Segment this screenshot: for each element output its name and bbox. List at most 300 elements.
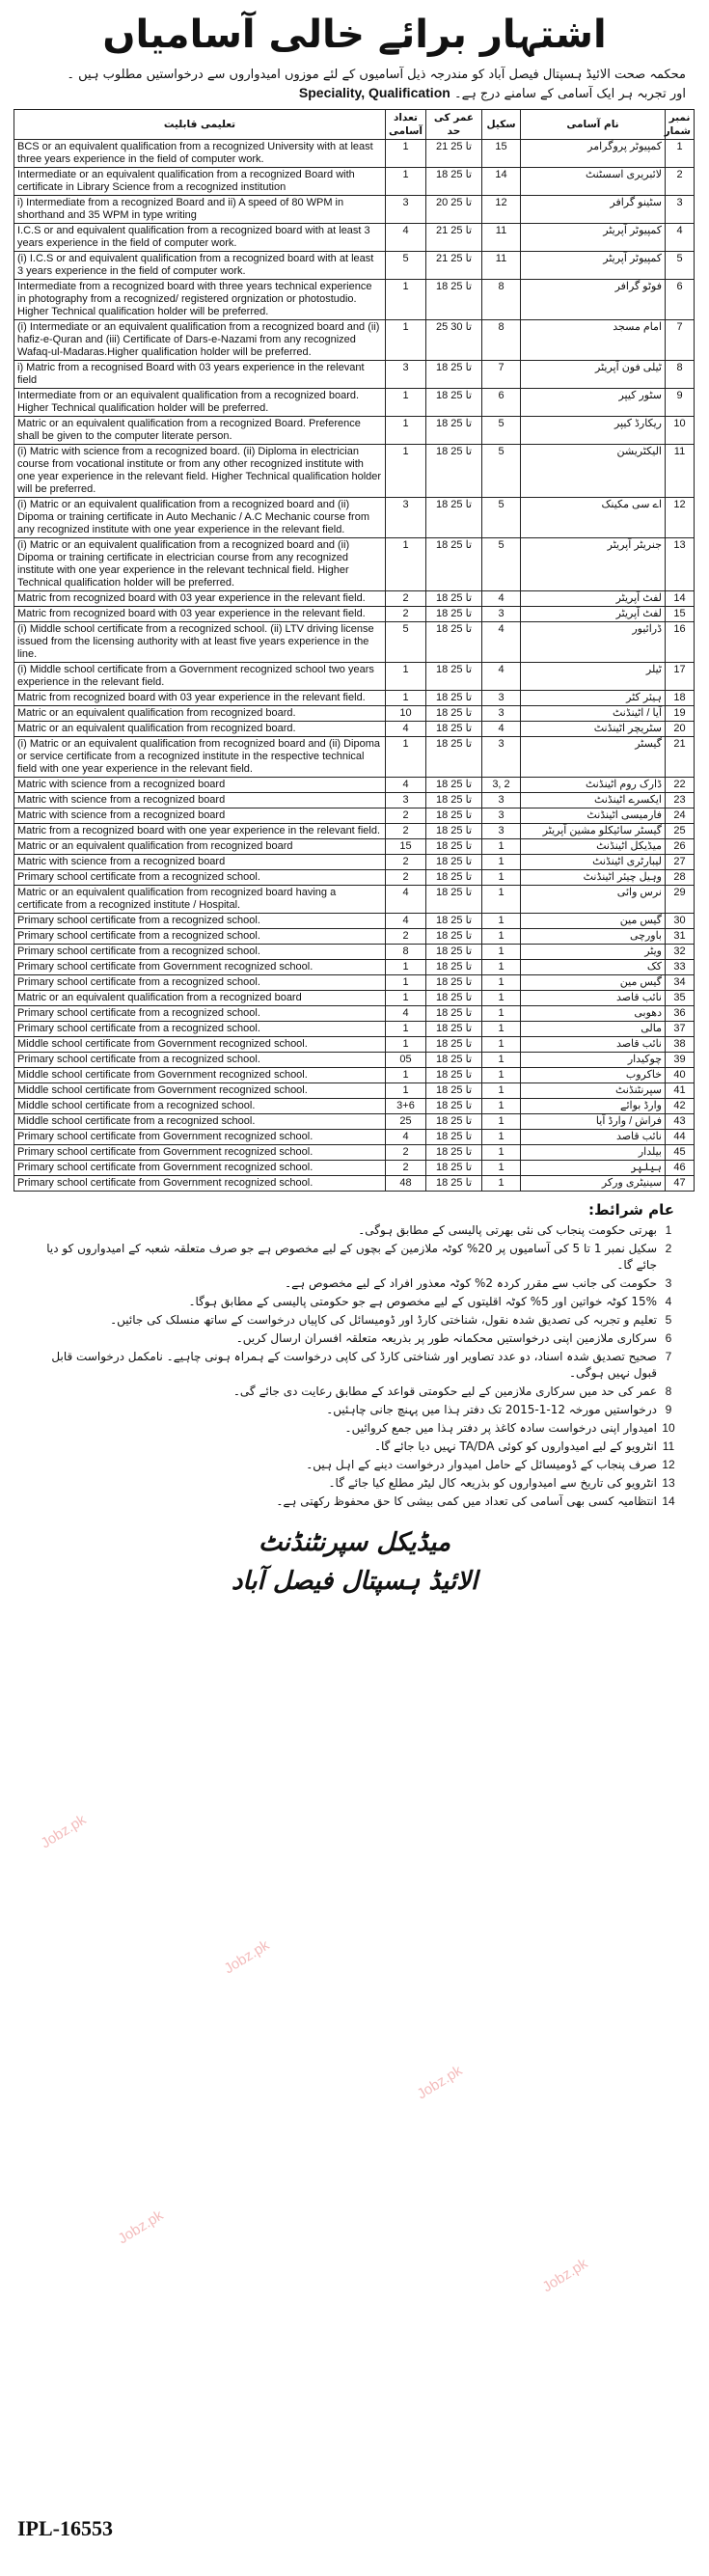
cell-qualification: (i) Middle school certificate from a recognized school. (ii) LTV driving license issued from the licensing authority with at least five years experience in the line. bbox=[14, 622, 386, 663]
cell-qualification: Primary school certificate from a recognized school. bbox=[14, 870, 386, 886]
cell-serial: 28 bbox=[666, 870, 695, 886]
cell-count: 1 bbox=[386, 1037, 426, 1053]
table-row bbox=[14, 1145, 695, 1161]
cell-age: 18 تا 25 bbox=[426, 1130, 482, 1145]
vacancies-table bbox=[14, 109, 695, 1192]
cell-qualification: Primary school certificate from a recognized school. bbox=[14, 1022, 386, 1037]
table-row bbox=[14, 196, 695, 224]
vacancies-table-body bbox=[14, 140, 695, 1192]
cell-age: 18 تا 25 bbox=[426, 870, 482, 886]
cell-age: 21 تا 25 bbox=[426, 140, 482, 168]
cell-scale: 1 bbox=[482, 1037, 521, 1053]
cell-scale: 4 bbox=[482, 591, 521, 607]
cell-scale: 3 bbox=[482, 824, 521, 839]
cell-count: 1 bbox=[386, 960, 426, 975]
term-number: 9 bbox=[665, 1403, 672, 1416]
table-row bbox=[14, 1130, 695, 1145]
table-row bbox=[14, 870, 695, 886]
cell-serial: 25 bbox=[666, 824, 695, 839]
term-number: 5 bbox=[665, 1313, 672, 1327]
cell-serial: 35 bbox=[666, 991, 695, 1006]
table-row bbox=[14, 280, 695, 320]
intro-line-2-urdu: اور تجربہ ہر ایک آسامی کے سامنے درج ہے۔ bbox=[453, 87, 686, 101]
cell-qualification: Primary school certificate from Government recognized school. bbox=[14, 1176, 386, 1192]
cell-count: 1 bbox=[386, 1083, 426, 1099]
cell-post: بیلدار bbox=[521, 1145, 666, 1161]
cell-serial: 12 bbox=[666, 498, 695, 538]
cell-post: ایکسرے اٹینڈنٹ bbox=[521, 793, 666, 808]
table-row bbox=[14, 1176, 695, 1192]
cell-post: نرس وائی bbox=[521, 886, 666, 914]
cell-age: 18 تا 25 bbox=[426, 498, 482, 538]
cell-qualification: i) Matric from a recognised Board with 03 years experience in the relevant field bbox=[14, 361, 386, 389]
term-number: 14 bbox=[662, 1494, 675, 1508]
cell-serial: 46 bbox=[666, 1161, 695, 1176]
cell-age: 18 تا 25 bbox=[426, 1006, 482, 1022]
table-row bbox=[14, 445, 695, 498]
cell-scale: 4 bbox=[482, 722, 521, 737]
table-row bbox=[14, 498, 695, 538]
cell-scale: 3, 2 bbox=[482, 778, 521, 793]
table-row bbox=[14, 1068, 695, 1083]
cell-age: 21 تا 25 bbox=[426, 252, 482, 280]
cell-qualification: Matric from recognized board with 03 year experience in the relevant field. bbox=[14, 607, 386, 622]
intro-line-2 bbox=[14, 84, 695, 109]
cell-scale: 6 bbox=[482, 389, 521, 417]
table-row bbox=[14, 224, 695, 252]
cell-scale: 1 bbox=[482, 1145, 521, 1161]
cell-count: 2 bbox=[386, 855, 426, 870]
table-row bbox=[14, 168, 695, 196]
table-row bbox=[14, 1053, 695, 1068]
cell-count: 48 bbox=[386, 1176, 426, 1192]
table-row bbox=[14, 706, 695, 722]
cell-qualification: Matric or an equivalent qualification from recognized board. bbox=[14, 722, 386, 737]
cell-post: وہیل چیئر اٹینڈنٹ bbox=[521, 870, 666, 886]
cell-qualification: I.C.S or and equivalent qualification from a recognized board with at least 3 years experience in the field of computer work. bbox=[14, 224, 386, 252]
cell-serial: 32 bbox=[666, 945, 695, 960]
cell-age: 18 تا 25 bbox=[426, 417, 482, 445]
table-row bbox=[14, 1022, 695, 1037]
term-item bbox=[29, 1222, 680, 1239]
cell-scale: 1 bbox=[482, 1130, 521, 1145]
cell-serial: 4 bbox=[666, 224, 695, 252]
header-scale: سکیل bbox=[482, 110, 521, 140]
cell-qualification: Primary school certificate from Government recognized school. bbox=[14, 1161, 386, 1176]
cell-count: 05 bbox=[386, 1053, 426, 1068]
cell-serial: 31 bbox=[666, 929, 695, 945]
table-row bbox=[14, 793, 695, 808]
cell-qualification: Primary school certificate from a recognized school. bbox=[14, 1006, 386, 1022]
table-row bbox=[14, 855, 695, 870]
cell-scale: 1 bbox=[482, 870, 521, 886]
term-number: 4 bbox=[665, 1295, 672, 1308]
table-row bbox=[14, 722, 695, 737]
cell-serial: 16 bbox=[666, 622, 695, 663]
cell-serial: 36 bbox=[666, 1006, 695, 1022]
cell-age: 18 تا 25 bbox=[426, 1053, 482, 1068]
cell-serial: 27 bbox=[666, 855, 695, 870]
cell-age: 18 تا 25 bbox=[426, 778, 482, 793]
cell-serial: 34 bbox=[666, 975, 695, 991]
cell-age: 18 تا 25 bbox=[426, 691, 482, 706]
cell-age: 18 تا 25 bbox=[426, 280, 482, 320]
cell-serial: 44 bbox=[666, 1130, 695, 1145]
term-item bbox=[29, 1241, 680, 1274]
cell-qualification: i) Intermediate from a recognized Board and ii) A speed of 80 WPM in shorthand and 35 WPM in type writing bbox=[14, 196, 386, 224]
table-row bbox=[14, 975, 695, 991]
cell-qualification: Middle school certificate from Government recognized school. bbox=[14, 1083, 386, 1099]
term-text: 15% کوٹہ خواتین اور 5% کوٹہ اقلیتوں کے لیے مخصوص ہے جو حکومتی پالیسی کے مطابق ہوگا۔ bbox=[188, 1295, 657, 1308]
term-number: 13 bbox=[662, 1476, 675, 1490]
cell-serial: 10 bbox=[666, 417, 695, 445]
cell-post: کک bbox=[521, 960, 666, 975]
cell-count: 4 bbox=[386, 778, 426, 793]
cell-post: ہیئر کٹر bbox=[521, 691, 666, 706]
cell-age: 18 تا 25 bbox=[426, 824, 482, 839]
cell-count: 1 bbox=[386, 737, 426, 778]
cell-age: 18 تا 25 bbox=[426, 445, 482, 498]
header-age: عمر کی حد bbox=[426, 110, 482, 140]
cell-count: 4 bbox=[386, 914, 426, 929]
table-header-row bbox=[14, 110, 695, 140]
cell-scale: 1 bbox=[482, 1099, 521, 1114]
cell-post: میڈیکل اٹینڈنٹ bbox=[521, 839, 666, 855]
cell-count: 5 bbox=[386, 252, 426, 280]
signature-title: میڈیکل سپرنٹنڈنٹ bbox=[258, 1528, 451, 1557]
cell-post: فراش / وارڈ آیا bbox=[521, 1114, 666, 1130]
cell-qualification: Intermediate or an equivalent qualification from a recognized Board with certificate in Library Science from a recognized institution bbox=[14, 168, 386, 196]
intro-line-2-english: Speciality, Qualification bbox=[298, 85, 450, 100]
advertisement-title: اشتہار برائے خالی آسامیاں bbox=[102, 13, 607, 57]
cell-qualification: Matric or an equivalent qualification from recognized board bbox=[14, 839, 386, 855]
cell-age: 18 تا 25 bbox=[426, 1022, 482, 1037]
cell-qualification: Primary school certificate from a recognized school. bbox=[14, 945, 386, 960]
cell-post: سٹینو گرافر bbox=[521, 196, 666, 224]
cell-age: 18 تا 25 bbox=[426, 945, 482, 960]
cell-post: باورچی bbox=[521, 929, 666, 945]
cell-post: ریکارڈ کیپر bbox=[521, 417, 666, 445]
cell-serial: 8 bbox=[666, 361, 695, 389]
cell-serial: 14 bbox=[666, 591, 695, 607]
table-row bbox=[14, 591, 695, 607]
cell-post: الیکٹریشن bbox=[521, 445, 666, 498]
table-row bbox=[14, 417, 695, 445]
term-number: 12 bbox=[662, 1458, 675, 1471]
general-terms bbox=[14, 1192, 695, 1601]
table-row bbox=[14, 1099, 695, 1114]
cell-age: 18 تا 25 bbox=[426, 737, 482, 778]
cell-scale: 1 bbox=[482, 1083, 521, 1099]
cell-scale: 11 bbox=[482, 252, 521, 280]
cell-serial: 42 bbox=[666, 1099, 695, 1114]
cell-count: 25 bbox=[386, 1114, 426, 1130]
cell-count: 15 bbox=[386, 839, 426, 855]
cell-qualification: Matric or an equivalent qualification from recognized board. bbox=[14, 706, 386, 722]
cell-scale: 1 bbox=[482, 886, 521, 914]
cell-count: 5 bbox=[386, 622, 426, 663]
cell-post: چوکیدار bbox=[521, 1053, 666, 1068]
cell-count: 3 bbox=[386, 793, 426, 808]
watermark-text: Jobz.pk bbox=[221, 1936, 273, 1978]
cell-qualification: Primary school certificate from a recognized school. bbox=[14, 1053, 386, 1068]
cell-serial: 15 bbox=[666, 607, 695, 622]
cell-count: 1 bbox=[386, 691, 426, 706]
cell-scale: 5 bbox=[482, 498, 521, 538]
cell-post: سٹریچر اٹینڈنٹ bbox=[521, 722, 666, 737]
watermark-text: Jobz.pk bbox=[38, 1811, 90, 1852]
cell-scale: 11 bbox=[482, 224, 521, 252]
cell-count: 1 bbox=[386, 538, 426, 591]
cell-age: 18 تا 25 bbox=[426, 960, 482, 975]
cell-count: 8 bbox=[386, 945, 426, 960]
cell-serial: 40 bbox=[666, 1068, 695, 1083]
term-item bbox=[29, 1439, 680, 1455]
term-number: 10 bbox=[662, 1421, 675, 1435]
cell-age: 18 تا 25 bbox=[426, 855, 482, 870]
term-item bbox=[29, 1330, 680, 1347]
cell-qualification: Matric with science from a recognized board bbox=[14, 793, 386, 808]
cell-post: کمپیوٹر آپریٹر bbox=[521, 252, 666, 280]
cell-count: 1 bbox=[386, 280, 426, 320]
term-item bbox=[29, 1349, 680, 1382]
cell-qualification: Primary school certificate from a recognized school. bbox=[14, 914, 386, 929]
cell-serial: 6 bbox=[666, 280, 695, 320]
table-row bbox=[14, 929, 695, 945]
cell-post: دھوبی bbox=[521, 1006, 666, 1022]
term-text: سرکاری ملازمین اپنی درخواستیں محکمانہ طور پر بذریعہ متعلقہ افسران ارسال کریں۔ bbox=[235, 1331, 657, 1345]
cell-count: 2 bbox=[386, 591, 426, 607]
table-row bbox=[14, 607, 695, 622]
cell-serial: 26 bbox=[666, 839, 695, 855]
term-text: انتظامیہ کسی بھی آسامی کی تعداد میں کمی بیشی کا حق محفوظ رکھتی ہے۔ bbox=[276, 1494, 657, 1508]
term-number: 8 bbox=[665, 1384, 672, 1398]
cell-count: 3 bbox=[386, 498, 426, 538]
cell-qualification: Matric from recognized board with 03 year experience in the relevant field. bbox=[14, 691, 386, 706]
cell-age: 18 تا 25 bbox=[426, 1083, 482, 1099]
cell-qualification: Primary school certificate from a recognized school. bbox=[14, 975, 386, 991]
cell-qualification: Matric or an equivalent qualification from recognized board having a certificate from a recognized institute / Hospital. bbox=[14, 886, 386, 914]
terms-title: عام شرائط: bbox=[587, 1201, 674, 1219]
cell-post: لیبارٹری اٹینڈنٹ bbox=[521, 855, 666, 870]
term-number: 7 bbox=[665, 1350, 672, 1363]
table-row bbox=[14, 737, 695, 778]
cell-qualification: Intermediate from a recognized board with three years technical experience in photography from a recognized/ registered orgnization or photostudio. Higher Technical qualification holder will be preferred. bbox=[14, 280, 386, 320]
cell-scale: 1 bbox=[482, 960, 521, 975]
cell-post: ڈرائیور bbox=[521, 622, 666, 663]
cell-serial: 5 bbox=[666, 252, 695, 280]
cell-serial: 2 bbox=[666, 168, 695, 196]
cell-age: 18 تا 25 bbox=[426, 722, 482, 737]
terms-list bbox=[29, 1222, 680, 1510]
signature-hospital: الائیڈ ہسپتال فیصل آباد bbox=[231, 1567, 478, 1596]
cell-serial: 37 bbox=[666, 1022, 695, 1037]
cell-age: 18 تا 25 bbox=[426, 538, 482, 591]
term-item bbox=[29, 1384, 680, 1400]
cell-scale: 1 bbox=[482, 839, 521, 855]
cell-count: 2 bbox=[386, 929, 426, 945]
cell-serial: 18 bbox=[666, 691, 695, 706]
cell-age: 18 تا 25 bbox=[426, 591, 482, 607]
cell-scale: 4 bbox=[482, 622, 521, 663]
table-row bbox=[14, 991, 695, 1006]
term-number: 6 bbox=[665, 1331, 672, 1345]
cell-scale: 3 bbox=[482, 737, 521, 778]
cell-post: فارمیسی اٹینڈنٹ bbox=[521, 808, 666, 824]
cell-scale: 12 bbox=[482, 196, 521, 224]
cell-post: گیسٹر bbox=[521, 737, 666, 778]
reference-number: IPL-16553 bbox=[17, 2516, 113, 2540]
cell-scale: 3 bbox=[482, 808, 521, 824]
cell-qualification: Primary school certificate from Government recognized school. bbox=[14, 960, 386, 975]
cell-serial: 33 bbox=[666, 960, 695, 975]
cell-post: سٹور کیپر bbox=[521, 389, 666, 417]
cell-age: 18 تا 25 bbox=[426, 663, 482, 691]
cell-post: امام مسجد bbox=[521, 320, 666, 361]
cell-qualification: Matric with science from a recognized board bbox=[14, 778, 386, 793]
cell-qualification: (i) Middle school certificate from a Government recognized school two years experience in the relevant field. bbox=[14, 663, 386, 691]
cell-post: گیس مین bbox=[521, 914, 666, 929]
term-text: حکومت کی جانب سے مقرر کردہ 2% کوٹہ معذور افراد کے لیے مخصوص ہے۔ bbox=[285, 1276, 657, 1290]
table-row bbox=[14, 914, 695, 929]
cell-scale: 7 bbox=[482, 361, 521, 389]
cell-post: نائب قاصد bbox=[521, 1037, 666, 1053]
header-post: نام آسامی bbox=[521, 110, 666, 140]
cell-scale: 3 bbox=[482, 706, 521, 722]
cell-scale: 5 bbox=[482, 538, 521, 591]
cell-serial: 43 bbox=[666, 1114, 695, 1130]
term-text: بھرتی حکومت پنجاب کی نئی بھرتی پالیسی کے مطابق ہوگی۔ bbox=[358, 1223, 657, 1237]
term-number: 1 bbox=[665, 1223, 672, 1237]
term-item bbox=[29, 1420, 680, 1437]
cell-count: 2 bbox=[386, 824, 426, 839]
cell-scale: 1 bbox=[482, 991, 521, 1006]
cell-serial: 21 bbox=[666, 737, 695, 778]
cell-age: 18 تا 25 bbox=[426, 706, 482, 722]
term-text: امیدوار اپنی درخواست سادہ کاغذ پر دفتر ہذا میں جمع کروائیں۔ bbox=[344, 1421, 657, 1435]
cell-serial: 13 bbox=[666, 538, 695, 591]
cell-post: مالی bbox=[521, 1022, 666, 1037]
cell-count: 4 bbox=[386, 224, 426, 252]
cell-count: 1 bbox=[386, 1068, 426, 1083]
cell-scale: 3 bbox=[482, 691, 521, 706]
cell-count: 10 bbox=[386, 706, 426, 722]
table-row bbox=[14, 886, 695, 914]
term-item bbox=[29, 1275, 680, 1292]
cell-post: سپرنٹنڈنٹ bbox=[521, 1083, 666, 1099]
cell-qualification: Middle school certificate from Government recognized school. bbox=[14, 1068, 386, 1083]
table-row bbox=[14, 691, 695, 706]
cell-post: لائبریری اسسٹنٹ bbox=[521, 168, 666, 196]
cell-scale: 1 bbox=[482, 1006, 521, 1022]
cell-qualification: (i) Matric or an equivalent qualification from a recognized board and (ii) Dipoma or training certificate in Auto Mechanic / A.C Mechanic course from any recognized institute with one year experience in the relevant field. bbox=[14, 498, 386, 538]
table-row bbox=[14, 808, 695, 824]
cell-qualification: BCS or an equivalent qualification from a recognized University with at least three years experience in the field of computer work. bbox=[14, 140, 386, 168]
cell-count: 1 bbox=[386, 140, 426, 168]
cell-serial: 19 bbox=[666, 706, 695, 722]
table-row bbox=[14, 663, 695, 691]
cell-age: 25 تا 30 bbox=[426, 320, 482, 361]
term-text: درخواستیں مورخہ 12-1-2015 تک دفتر ہذا میں پہنچ جانی چاہئیں۔ bbox=[326, 1403, 657, 1416]
term-item bbox=[29, 1457, 680, 1473]
cell-scale: 1 bbox=[482, 1161, 521, 1176]
cell-count: 1 bbox=[386, 445, 426, 498]
table-row bbox=[14, 1083, 695, 1099]
cell-scale: 5 bbox=[482, 445, 521, 498]
cell-age: 18 تا 25 bbox=[426, 808, 482, 824]
intro-line: محکمہ صحت الائیڈ ہسپتال فیصل آباد کو مندرجہ ذیل آسامیوں کے لئے موزوں امیدواروں سے درخواستیں مطلوب ہیں ۔ bbox=[67, 68, 686, 82]
term-number: 11 bbox=[662, 1439, 675, 1453]
cell-qualification: Intermediate from or an equivalent qualification from a recognized board. Higher Technical qualification holder will be preferred. bbox=[14, 389, 386, 417]
cell-serial: 9 bbox=[666, 389, 695, 417]
table-row bbox=[14, 824, 695, 839]
cell-age: 18 تا 25 bbox=[426, 607, 482, 622]
cell-age: 18 تا 25 bbox=[426, 914, 482, 929]
cell-age: 18 تا 25 bbox=[426, 793, 482, 808]
cell-post: لفٹ آپریٹر bbox=[521, 591, 666, 607]
cell-post: نائب قاصد bbox=[521, 1130, 666, 1145]
cell-scale: 14 bbox=[482, 168, 521, 196]
cell-count: 2 bbox=[386, 1161, 426, 1176]
cell-age: 18 تا 25 bbox=[426, 622, 482, 663]
cell-post: نائب قاصد bbox=[521, 991, 666, 1006]
cell-age: 18 تا 25 bbox=[426, 1114, 482, 1130]
cell-count: 3 bbox=[386, 361, 426, 389]
cell-serial: 3 bbox=[666, 196, 695, 224]
table-row bbox=[14, 320, 695, 361]
cell-count: 1 bbox=[386, 1022, 426, 1037]
cell-qualification: Matric with science from a recognized board bbox=[14, 855, 386, 870]
cell-count: 3 bbox=[386, 196, 426, 224]
cell-count: 4 bbox=[386, 886, 426, 914]
cell-count: 1 bbox=[386, 663, 426, 691]
term-number: 2 bbox=[665, 1242, 672, 1255]
cell-count: 1 bbox=[386, 168, 426, 196]
cell-qualification: Matric from a recognized board with one year experience in the relevant field. bbox=[14, 824, 386, 839]
cell-qualification: Primary school certificate from Government recognized school. bbox=[14, 1145, 386, 1161]
cell-serial: 29 bbox=[666, 886, 695, 914]
cell-serial: 17 bbox=[666, 663, 695, 691]
cell-qualification: Matric or an equivalent qualification from a recognized Board. Preference shall be given to the computer literate person. bbox=[14, 417, 386, 445]
cell-serial: 47 bbox=[666, 1176, 695, 1192]
cell-qualification: Matric from recognized board with 03 year experience in the relevant field. bbox=[14, 591, 386, 607]
cell-qualification: Primary school certificate from a recognized school. bbox=[14, 929, 386, 945]
table-row bbox=[14, 252, 695, 280]
term-text: سکیل نمبر 1 تا 5 کی آسامیوں پر 20% کوٹہ ملازمین کے بچوں کے لیے مخصوص ہے جو صرف متعلقہ شعبہ کے امیدواروں کو دیا جائے گا۔ bbox=[46, 1242, 657, 1272]
cell-serial: 24 bbox=[666, 808, 695, 824]
cell-post: آیا / اٹینڈنٹ bbox=[521, 706, 666, 722]
cell-scale: 8 bbox=[482, 280, 521, 320]
cell-serial: 30 bbox=[666, 914, 695, 929]
cell-scale: 3 bbox=[482, 607, 521, 622]
cell-count: 1 bbox=[386, 975, 426, 991]
cell-post: خاکروب bbox=[521, 1068, 666, 1083]
term-item bbox=[29, 1475, 680, 1492]
cell-scale: 1 bbox=[482, 1176, 521, 1192]
cell-post: فوٹو گرافر bbox=[521, 280, 666, 320]
cell-scale: 1 bbox=[482, 945, 521, 960]
cell-serial: 45 bbox=[666, 1145, 695, 1161]
cell-count: 4 bbox=[386, 722, 426, 737]
cell-post: ڈارک روم اٹینڈنٹ bbox=[521, 778, 666, 793]
cell-scale: 1 bbox=[482, 1022, 521, 1037]
cell-age: 18 تا 25 bbox=[426, 361, 482, 389]
table-row bbox=[14, 1037, 695, 1053]
cell-age: 18 تا 25 bbox=[426, 1176, 482, 1192]
cell-post: جنریٹر آپریٹر bbox=[521, 538, 666, 591]
cell-scale: 1 bbox=[482, 1068, 521, 1083]
cell-qualification: Middle school certificate from a recognized school. bbox=[14, 1114, 386, 1130]
